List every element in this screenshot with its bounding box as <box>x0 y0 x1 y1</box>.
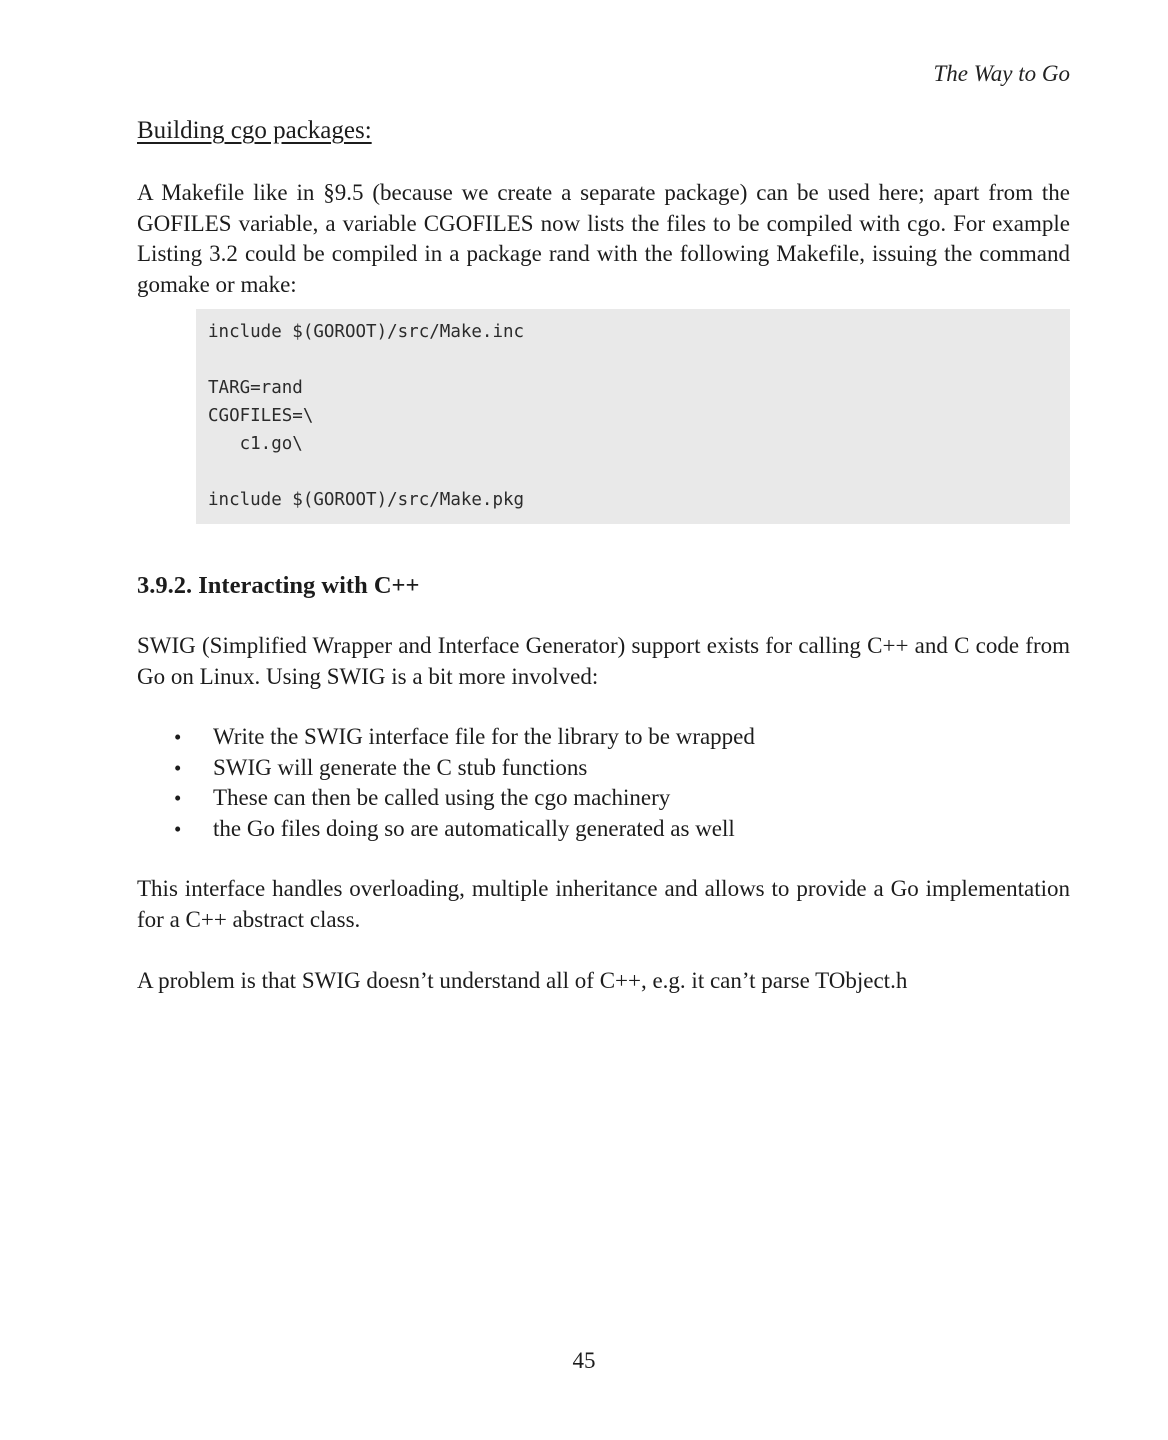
swig-paragraph: SWIG (Simplified Wrapper and Interface Generator) support exists for calling C++ and C code from Go on Linux. Using SWIG is a bit more involved: <box>137 633 1070 689</box>
list-item-text: SWIG will generate the C stub functions <box>213 754 588 780</box>
subheading-building-cgo-packages: Building cgo packages: <box>137 117 372 144</box>
list-item-text: the Go files doing so are automatically generated as well <box>213 815 735 841</box>
code-line: c1.go\ <box>208 434 303 454</box>
bullet-icon: • <box>174 725 182 749</box>
list-item <box>137 722 1070 753</box>
swig-steps-list <box>137 722 1070 844</box>
intro-paragraph: A Makefile like in §9.5 (because we create a separate package) can be used here; apart from the GOFILES variable, a variable CGOFILES now lists the files to be compiled with cgo. For example Listing 3.2 could be compiled in a package rand with the following Makefile, issuing the command gomake or make: <box>137 180 1070 297</box>
running-header-title: The Way to Go <box>933 61 1070 86</box>
code-line: TARG=rand <box>208 378 303 398</box>
list-item <box>137 783 1070 814</box>
code-line: include $(GOROOT)/src/Make.inc <box>208 322 525 342</box>
code-line: CGOFILES=\ <box>208 406 314 426</box>
page-number: 45 <box>572 1348 596 1373</box>
code-line: include $(GOROOT)/src/Make.pkg <box>208 490 525 510</box>
code-line <box>208 346 1058 374</box>
bullet-icon: • <box>174 755 182 780</box>
code-line <box>208 458 1058 486</box>
list-item-text: These can then be called using the cgo machinery <box>213 785 671 810</box>
makefile-code-block <box>196 309 1070 524</box>
section-heading-interacting-with-cpp: 3.9.2. Interacting with C++ <box>137 572 420 599</box>
bullet-icon: • <box>174 816 182 841</box>
bullet-icon: • <box>174 786 182 810</box>
list-item <box>137 753 1070 784</box>
interface-paragraph: This interface handles overloading, multiple inheritance and allows to provide a Go implementation for a C++ abstract class. <box>137 876 1070 932</box>
problem-paragraph: A problem is that SWIG doesn’t understand all of C++, e.g. it can’t parse TObject.h <box>137 968 908 993</box>
list-item <box>137 814 1070 845</box>
list-item-text: Write the SWIG interface file for the library to be wrapped <box>213 724 755 749</box>
